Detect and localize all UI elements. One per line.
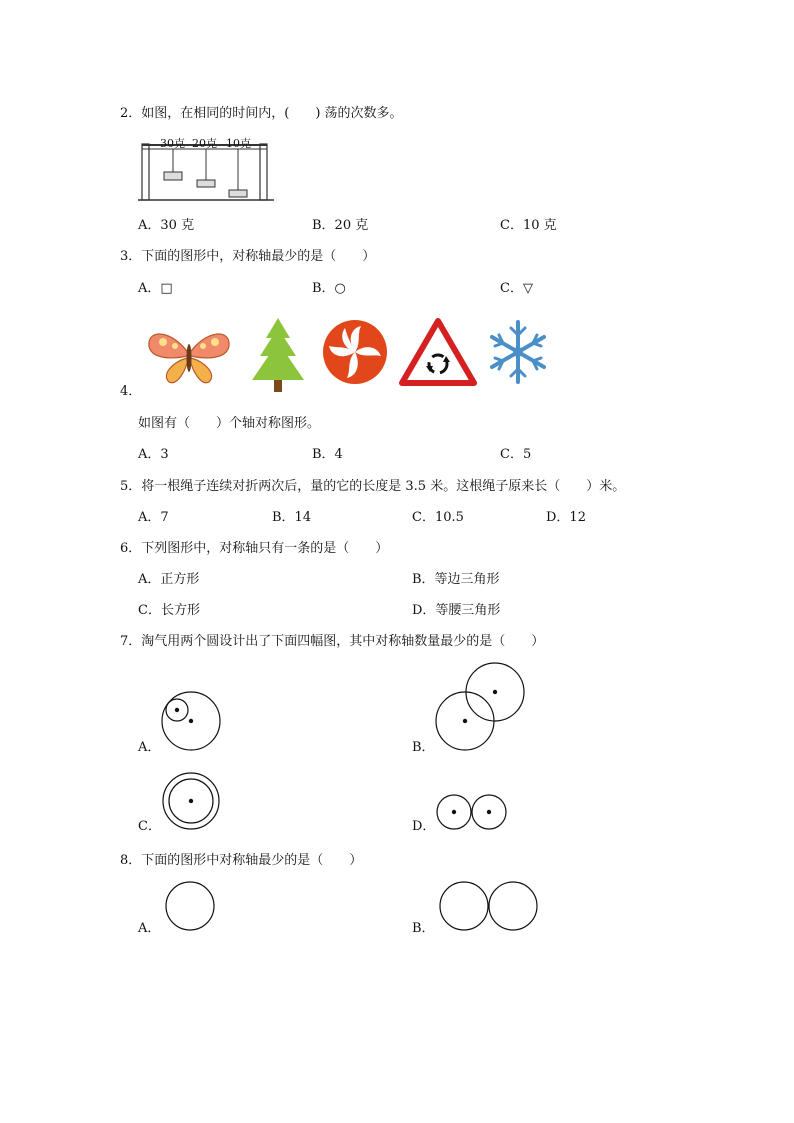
q7-figure-b-circles: [436, 662, 528, 754]
snowflake-icon: [485, 318, 551, 386]
bauhinia-flag-icon: [321, 318, 389, 386]
q7-figure-d-circles: [436, 793, 508, 831]
question-7-stem: 7．淘气用两个圆设计出了下面四幅图，其中对称轴数量最少的是（ ）: [120, 634, 545, 649]
question-8-stem: 8．下面的图形中对称轴最少的是（ ）: [120, 853, 363, 868]
question-4-number: 4．: [120, 384, 142, 399]
weight-label-10: 10克: [226, 137, 251, 150]
q6-option-b[interactable]: B．等边三角形: [412, 572, 500, 587]
question-6-stem: 6．下列图形中，对称轴只有一条的是（ ）: [120, 541, 389, 556]
q7-option-d[interactable]: D．: [412, 819, 436, 834]
weight-label-20: 20克: [192, 137, 217, 150]
q3-option-a[interactable]: A．□: [138, 281, 173, 296]
weight-label-30: 30克: [160, 137, 185, 150]
q4-option-c[interactable]: C．5: [500, 447, 532, 462]
q7-option-a[interactable]: A．: [138, 740, 161, 755]
q5-option-a[interactable]: A．7: [138, 510, 169, 525]
butterfly-icon: [143, 326, 235, 386]
q5-option-b[interactable]: B．14: [272, 510, 312, 525]
question-5-stem: 5．将一根绳子连续对折两次后，量的它的长度是 3.5 米。这根绳子原来长（ ）米。: [120, 479, 626, 494]
q7-figure-a-circles: [160, 690, 224, 754]
q7-figure-c-circles: [161, 771, 221, 831]
q5-option-d[interactable]: D．12: [546, 510, 586, 525]
q2-option-a[interactable]: A．30 克: [138, 218, 195, 233]
q8-figure-a-circle: [164, 880, 216, 932]
q8-figure-b-circles: [438, 880, 540, 932]
question-3-stem: 3．下面的图形中，对称轴最少的是（ ）: [120, 249, 376, 264]
q8-option-a[interactable]: A．: [138, 921, 161, 936]
roundabout-sign-icon: [399, 318, 477, 386]
q6-option-c[interactable]: C．长方形: [138, 603, 200, 618]
q6-option-a[interactable]: A．正方形: [138, 572, 200, 587]
q8-option-b[interactable]: B．: [412, 921, 435, 936]
q2-option-c[interactable]: C．10 克: [500, 218, 557, 233]
question-4-stem: 如图有（ ）个轴对称图形。: [138, 416, 321, 431]
q4-option-a[interactable]: A．3: [138, 447, 169, 462]
pine-tree-icon: [248, 316, 308, 394]
q6-option-d[interactable]: D．等腰三角形: [412, 603, 501, 618]
q3-option-b[interactable]: B．○: [312, 281, 346, 296]
q3-option-c[interactable]: C．▽: [500, 281, 533, 296]
q2-option-b[interactable]: B．20 克: [312, 218, 369, 233]
q5-option-c[interactable]: C．10.5: [412, 510, 464, 525]
q7-option-b[interactable]: B．: [412, 740, 435, 755]
q4-option-b[interactable]: B．4: [312, 447, 343, 462]
question-2-stem: 2．如图，在相同的时间内，( ) 荡的次数多。: [120, 106, 403, 121]
q7-option-c[interactable]: C．: [138, 819, 161, 834]
